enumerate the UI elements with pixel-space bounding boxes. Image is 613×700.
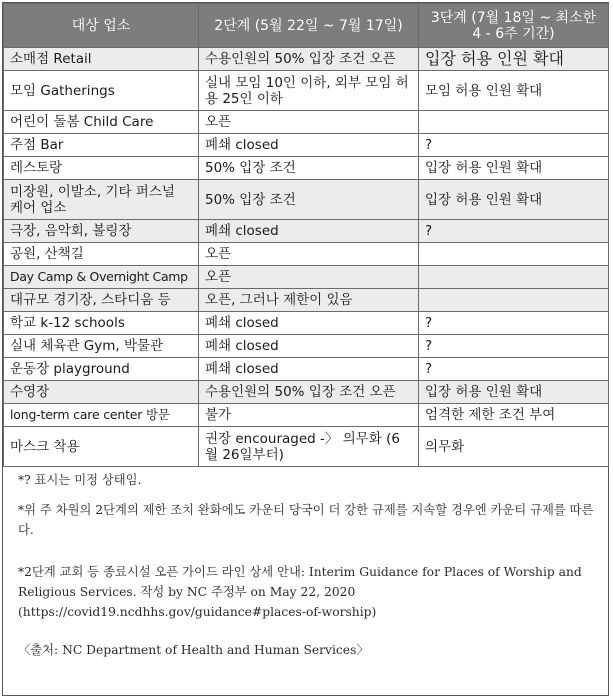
phase3-cell: 엄격한 제한 조건 부여 <box>419 404 609 427</box>
footnote-county-rules: *위 주 차원의 2단계의 제한 조치 완화에도 카운티 당국이 더 강한 규제를 지속할 경우엔 카운티 규제를 따른다. <box>18 503 594 537</box>
phase3-cell <box>419 289 609 312</box>
business-cell: Day Camp & Overnight Camp <box>4 266 199 289</box>
phase2-cell: 권장 encouraged -〉 의무화 (6월 26일부터) <box>199 427 419 467</box>
phase2-cell: 폐쇄 closed <box>199 312 419 335</box>
business-cell: 소매점 Retail <box>4 48 199 71</box>
business-cell: 극장, 음악회, 볼링장 <box>4 220 199 243</box>
business-cell: 운동장 playground <box>4 358 199 381</box>
business-cell: 수영장 <box>4 381 199 404</box>
table-row <box>4 289 609 312</box>
table-row <box>4 312 609 335</box>
phase3-cell: 입장 허용 인원 확대 <box>419 381 609 404</box>
table-header-row <box>4 4 609 48</box>
table-row <box>4 48 609 71</box>
phase3-cell: 입장 허용 인원 확대 <box>419 180 609 220</box>
table-row <box>4 134 609 157</box>
source-citation: 〈출처: NC Department of Health and Human Services〉 <box>18 643 369 657</box>
header-phase2: 2단계 (5월 22일 ~ 7월 17일) <box>199 4 419 48</box>
table-row <box>4 358 609 381</box>
business-cell: 공원, 산책길 <box>4 243 199 266</box>
table-row <box>4 335 609 358</box>
phase2-cell: 오픈 <box>199 243 419 266</box>
phase3-cell: 입장 허용 인원 확대 <box>419 157 609 180</box>
phase3-cell: ? <box>419 220 609 243</box>
table-row <box>4 266 609 289</box>
phase2-cell: 오픈, 그러나 제한이 있음 <box>199 289 419 312</box>
business-cell: 모임 Gatherings <box>4 71 199 111</box>
business-cell: 실내 체육관 Gym, 박물관 <box>4 335 199 358</box>
phase3-cell <box>419 266 609 289</box>
phase3-cell <box>419 111 609 134</box>
table-row <box>4 243 609 266</box>
phase2-cell: 수용인원의 50% 입장 조건 오픈 <box>199 381 419 404</box>
business-cell: 미장원, 이발소, 기타 퍼스널 케어 업소 <box>4 180 199 220</box>
phase2-cell: 실내 모임 10인 이하, 외부 모임 허용 25인 이하 <box>199 71 419 111</box>
phase2-cell: 오픈 <box>199 266 419 289</box>
phase3-cell: ? <box>419 312 609 335</box>
phase3-cell: ? <box>419 358 609 381</box>
phase3-cell: ? <box>419 335 609 358</box>
phase2-cell: 폐쇄 closed <box>199 358 419 381</box>
reopening-phase-table <box>3 3 609 467</box>
phase2-cell: 폐쇄 closed <box>199 335 419 358</box>
phase3-cell: ? <box>419 134 609 157</box>
table-row <box>4 404 609 427</box>
business-cell: 주점 Bar <box>4 134 199 157</box>
phase3-cell: 입장 허용 인원 확대 <box>419 48 609 71</box>
phase2-cell: 폐쇄 closed <box>199 220 419 243</box>
phase2-cell: 50% 입장 조건 <box>199 180 419 220</box>
footnote-worship-guidance: *2단계 교회 등 종료시설 오픈 가이드 라인 상세 안내: Interim Guidance for Places of Worship and Religious Services. 작성 by NC 주정부 on May 22, 2020 (https://covid19.ncdhhs.gov/guidance#places-of-worship) <box>18 565 582 619</box>
phase2-cell: 불가 <box>199 404 419 427</box>
table-row <box>4 71 609 111</box>
phase3-cell <box>419 243 609 266</box>
table-row <box>4 180 609 220</box>
footnote-undecided: *? 표시는 미정 상태임. <box>18 473 142 487</box>
business-cell: long-term care center 방문 <box>4 404 199 427</box>
table-row <box>4 157 609 180</box>
header-phase3: 3단계 (7월 18일 ~ 최소한 4 - 6주 기간) <box>419 4 609 48</box>
table-row <box>4 427 609 467</box>
phase2-cell: 50% 입장 조건 <box>199 157 419 180</box>
phase2-cell: 오픈 <box>199 111 419 134</box>
business-cell: 대규모 경기장, 스타디움 등 <box>4 289 199 312</box>
header-business: 대상 업소 <box>4 4 199 48</box>
business-cell: 마스크 착용 <box>4 427 199 467</box>
table-row <box>4 111 609 134</box>
phase2-cell: 폐쇄 closed <box>199 134 419 157</box>
phase2-cell: 수용인원의 50% 입장 조건 오픈 <box>199 48 419 71</box>
phase3-cell: 의무화 <box>419 427 609 467</box>
table-row <box>4 381 609 404</box>
phase3-cell: 모임 허용 인원 확대 <box>419 71 609 111</box>
table-row <box>4 220 609 243</box>
business-cell: 학교 k-12 schools <box>4 312 199 335</box>
business-cell: 레스토랑 <box>4 157 199 180</box>
business-cell: 어린이 돌봄 Child Care <box>4 111 199 134</box>
footnotes <box>18 470 603 660</box>
